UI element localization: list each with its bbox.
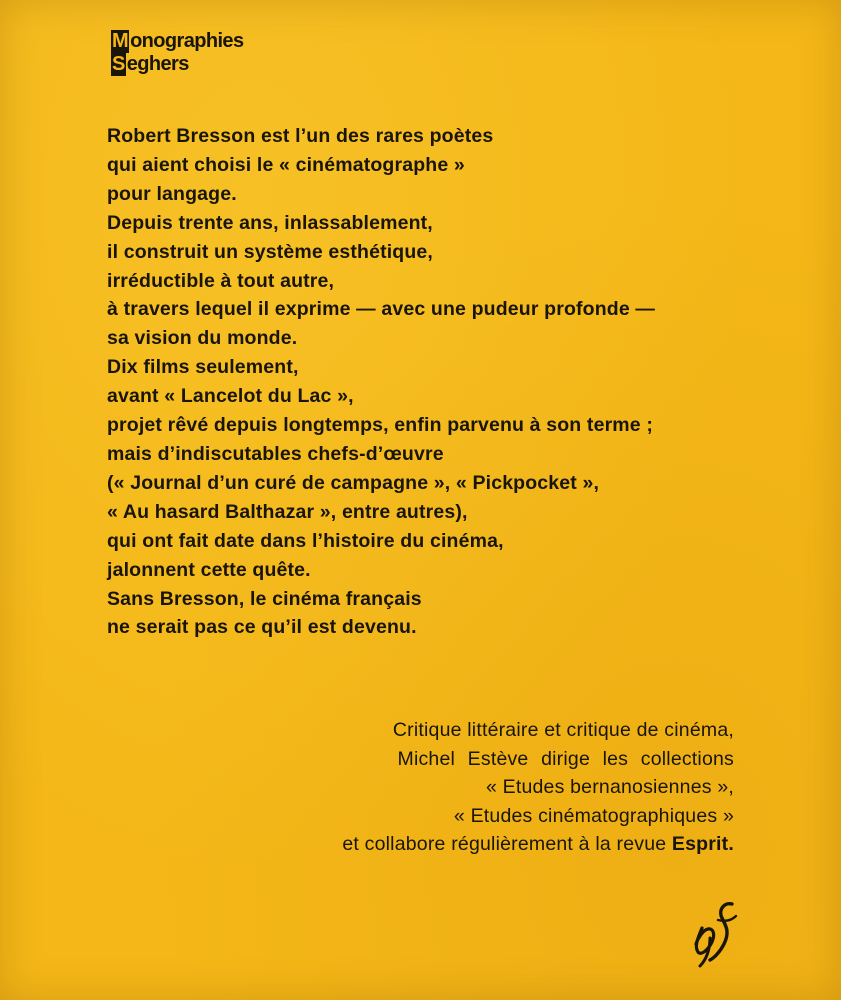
bio-line: Critique littéraire et critique de cinéma, <box>392 719 734 741</box>
logo-text-monographies: onographies <box>130 30 244 52</box>
blurb-line: avant « Lancelot du Lac », <box>107 385 354 408</box>
blurb-line: Sans Bresson, le cinéma français <box>107 587 422 610</box>
blurb-line: Robert Bresson est l’un des rares poètes <box>107 125 494 147</box>
author-bio <box>174 716 734 859</box>
logo-line-monographies <box>111 30 243 53</box>
journal-name: Esprit. <box>671 833 734 856</box>
blurb-line: (« Journal d’un curé de campagne », « Pickpocket », <box>107 471 600 494</box>
blurb-line: projet rêvé depuis longtemps, enfin parvenu à son terme ; <box>107 414 653 437</box>
blurb-line: à travers lequel il exprime — avec une pudeur profonde — <box>107 298 656 321</box>
blurb-line: qui aient choisi le « cinématographe » <box>107 153 465 176</box>
blurb-line: jalonnent cette quête. <box>107 558 311 581</box>
blurb-line: ne serait pas ce qu’il est devenu. <box>107 616 417 639</box>
blurb-line: sa vision du monde. <box>107 327 298 350</box>
blurb-line: Dix films seulement, <box>107 356 299 379</box>
bio-line: « Etudes bernanosiennes », <box>485 776 734 799</box>
bio-line: Michel Estève dirige les collections <box>397 747 734 770</box>
logo-line-seghers <box>111 53 243 76</box>
logo-initial-s: S <box>112 53 125 75</box>
blurb-line: il construit un système esthétique, <box>107 240 433 263</box>
blurb-line: mais d’indiscutables chefs-d’œuvre <box>107 442 444 465</box>
logo-initial-m: M <box>112 30 129 52</box>
blurb-line: pour langage. <box>107 182 237 205</box>
bio-line-journal <box>174 830 734 859</box>
logo-text-seghers: eghers <box>126 53 189 75</box>
blurb-line: irréductible à tout autre, <box>107 269 335 292</box>
publisher-logo <box>111 30 243 76</box>
bio-line-prefix: et collabore régulièrement à la revue <box>342 833 672 856</box>
bio-line: « Etudes cinématographiques » <box>453 804 734 827</box>
blurb-line: qui ont fait date dans l’histoire du cinéma, <box>107 529 504 552</box>
blurb-line: « Au hasard Balthazar », entre autres), <box>107 500 468 523</box>
blurb-text <box>107 122 767 642</box>
ps-monogram-icon <box>688 898 740 970</box>
blurb-line: Depuis trente ans, inlassablement, <box>107 211 433 234</box>
